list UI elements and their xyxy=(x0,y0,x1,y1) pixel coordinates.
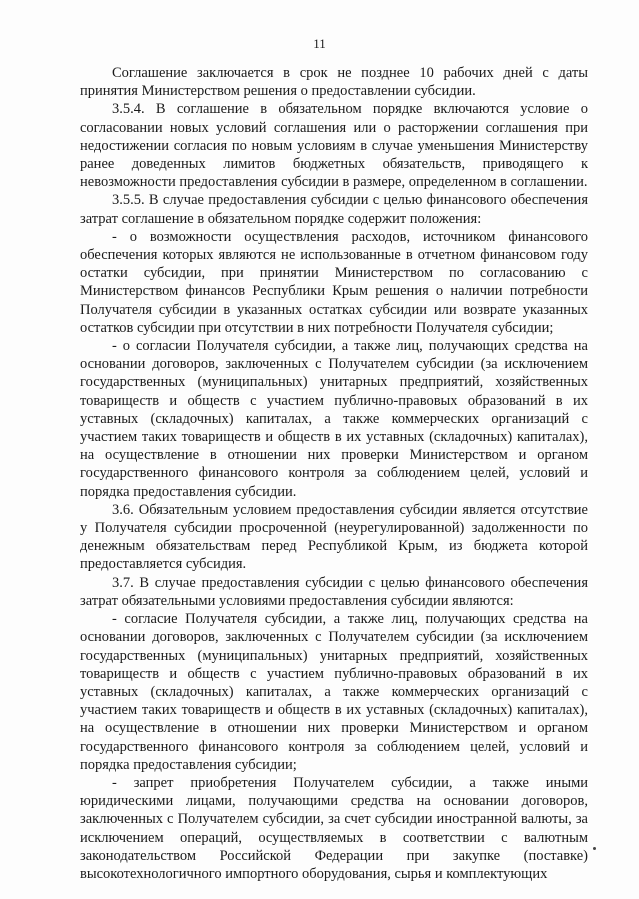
list-item-currency-ban: - запрет приобретения Получателем субсидии, а также иными юридическими лицами, получающими средства на основании договоров, заключенных с Получателем субсидии, за счет субсидии иностранной валюты, за исключением операций, осуществляемых в соответствии с валютным законодательством Российской Федерации при закупке (поставке) высокотехнологичного импортного оборудования, сырья и комплектующих xyxy=(80,774,588,882)
paragraph-3-6: 3.6. Обязательным условием предоставления субсидии является отсутствие у Получателя субсидии просроченной (неурегулированной) задолженности по денежным обязательствам перед Республикой Крым, из бюджета которой предоставляется субсидия. xyxy=(80,501,588,573)
paragraph-3-5-4: 3.5.4. В соглашение в обязательном порядке включаются условие о согласовании новых условий соглашения или о расторжении соглашения при недостижении согласия по новым условиям в случае уменьшения Министерству ранее доведенных лимитов бюджетных обязательств, приводящего к невозможности предоставления субсидии в размере, определенном в соглашении. xyxy=(80,101,588,191)
list-item-consent-to-inspection: - о согласии Получателя субсидии, а также лиц, получающих средства на основании договоров, заключенных с Получателем субсидии (за исключением государственных (муниципальных) унитарных предприятий, хозяйственных товариществ и обществ с участием публично-правовых образований в их уставных (складочных) капиталах, а также коммерческих организаций с участием таких товариществ и обществ в их уставных (складочных) капиталах), на осуществление в отношении них проверки Министерством и органом государственного финансового контроля за соблюдением целей, условий и порядка предоставления субсидии. xyxy=(80,338,588,500)
list-item-recipient-consent: - согласие Получателя субсидии, а также лиц, получающих средства на основании договоров, заключенных с Получателем субсидии (за исключением государственных (муниципальных) унитарных предприятий, хозяйственных товариществ и обществ с участием публично-правовых образований в их уставных (складочных) капиталах, а также коммерческих организаций с участием таких товариществ и обществ в их уставных (складочных) капиталах), на осуществление в отношении них проверки Министерством и органом государственного финансового контроля за соблюдением целей, условий и порядка предоставления субсидии; xyxy=(80,611,588,773)
document-body xyxy=(80,64,588,883)
list-item-unused-balances: - о возможности осуществления расходов, источником финансового обеспечения которых являются не использованные в отчетном финансовом году остатки субсидии, при принятии Министерством по согласованию с Министерством финансов Республики Крым решения о наличии потребности Получателя субсидии в указанных остатках субсидии или возврате указанных остатков субсидии при отсутствии в них потребности Получателя субсидии; xyxy=(80,228,588,336)
paragraph-3-5-5: 3.5.5. В случае предоставления субсидии с целью финансового обеспечения затрат соглашение в обязательном порядке содержит положения: xyxy=(80,192,588,227)
page-number: 11 xyxy=(313,36,326,51)
paragraph-agreement-deadline: Соглашение заключается в срок не позднее 10 рабочих дней с даты принятия Министерством решения о предоставлении субсидии. xyxy=(80,65,588,100)
paragraph-3-7: 3.7. В случае предоставления субсидии с целью финансового обеспечения затрат обязательными условиями предоставления субсидии являются: xyxy=(80,574,588,609)
scan-speck xyxy=(593,847,596,850)
